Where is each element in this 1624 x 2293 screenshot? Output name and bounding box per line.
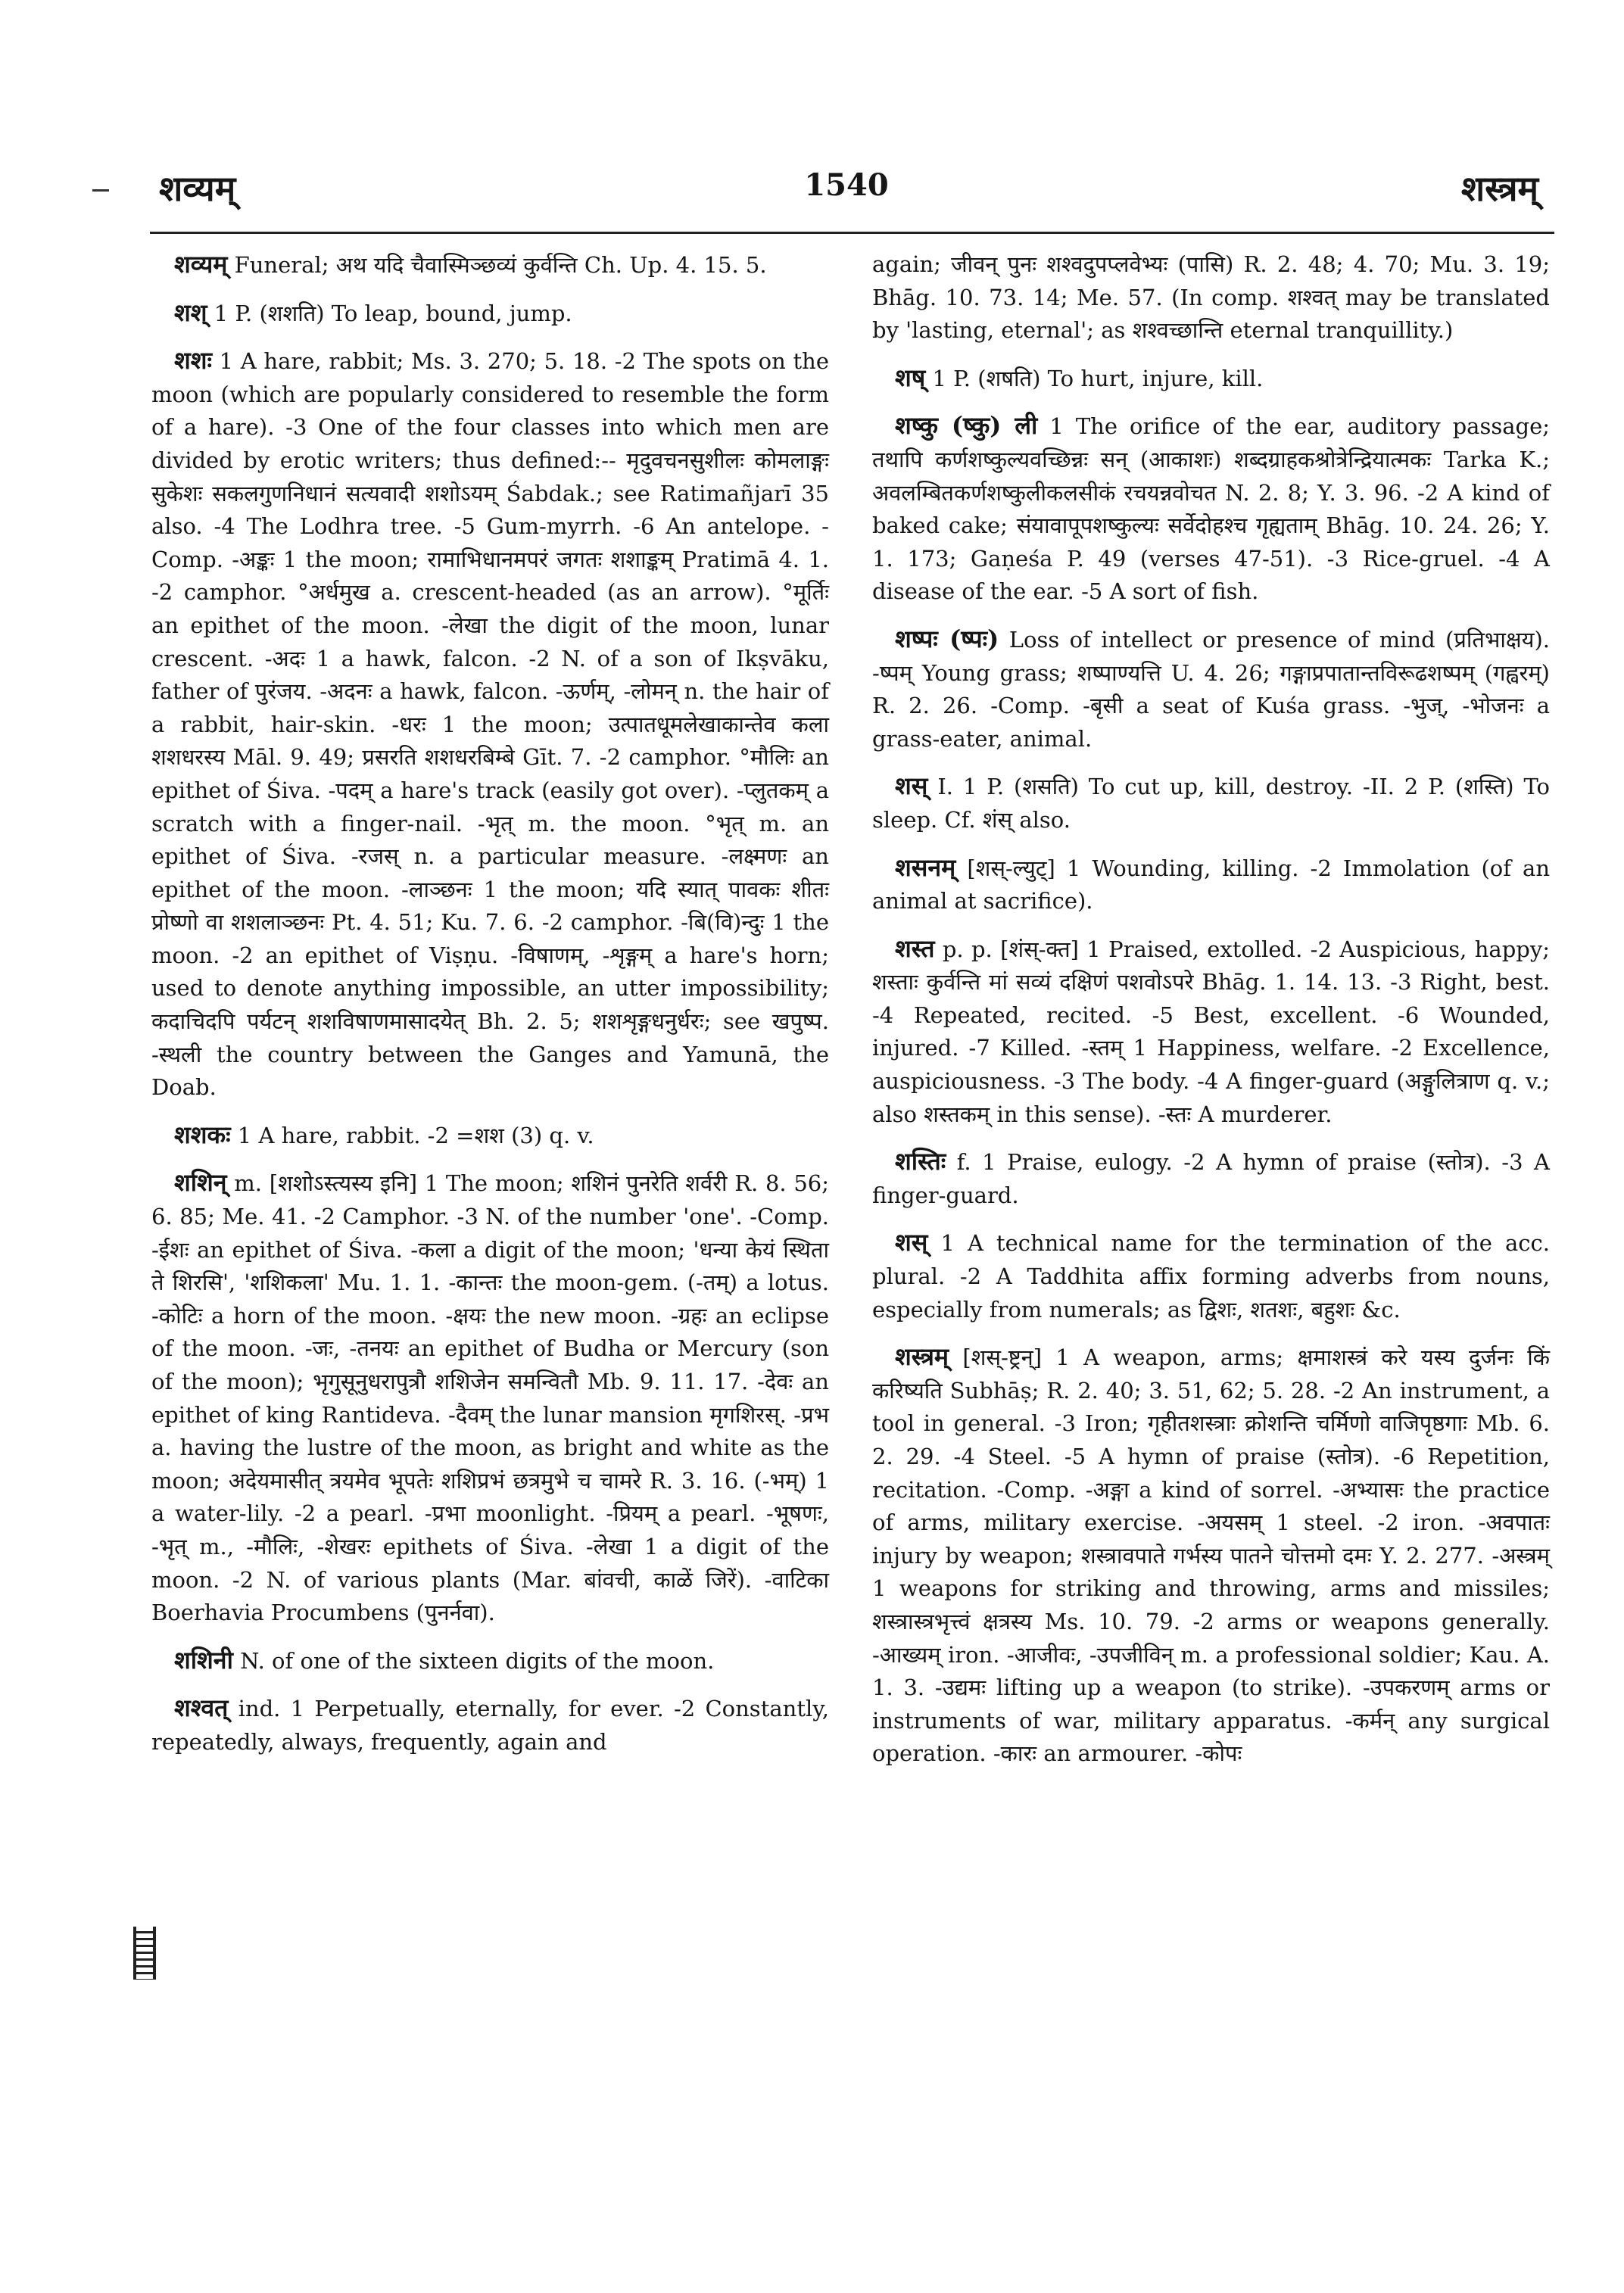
entry-headword: शष्कु (ष्कु) ली: [895, 411, 1038, 441]
entry-body: p. p. [शंस्-क्त] 1 Praised, extolled. -2 Auspicious, happy; शस्ताः कुर्वन्ति मां सव्यं दक्षिणं पशवोऽपरे Bhāg. 1. 14. 13. -3 Right, best. -4 Repeated, recited. -5 Best, excellent. -6 Wounded, injured. -7 Killed. -स्तम् 1 Happiness, welfare. -2 Excellence, auspiciousness. -3 The body. -4 A finger-guard (अङ्गुलित्राण q. v.; also शस्तकम् in this sense). -स्तः A murderer.: [872, 936, 1550, 1127]
entry: [872, 852, 1550, 918]
right-column: [872, 248, 1550, 1785]
entry-headword: शशिनी: [174, 1645, 233, 1675]
entry-body: I. 1 P. (शसति) To cut up, kill, destroy. -II. 2 P. (शस्ति) To sleep. Cf. शंस् also.: [872, 774, 1551, 833]
entry-body: m. [शशोऽस्त्यस्य इनि] 1 The moon; शशिनं पुनरेति शर्वरी R. 8. 56; 6. 85; Me. 41. -2 Camphor. -3 N. of the number 'one'. -Comp. -ईशः an epithet of Śiva. -कला a digit of the moon; 'धन्या केयं स्थिता ते शिरसि', 'शशिकला' Mu. 1. 1. -कान्तः the moon-gem. (-तम्) a lotus. -कोटिः a horn of the moon. -क्षयः the new moon. -ग्रहः an eclipse of the moon. -जः, -तनयः an epithet of Budha or Mercury (son of the moon); भृगुसूनुधरापुत्रौ शशिजेन समन्वितौ Mb. 9. 11. 17. -देवः an epithet of king Rantideva. -दैवम् the lunar mansion मृगशिरस्. -प्रभ a. having the lustre of the moon, as bright and white as the moon; अदेयमासीत् त्रयमेव भूपतेः शशिप्रभं छत्रमुभे च चामरे R. 3. 16. (-भम्) 1 a water-lily. -2 a pearl. -प्रभा moonlight. -प्रियम् a pearl. -भूषणः, -भृत् m., -मौलिः, -शेखरः epithets of Śiva. -लेखा 1 a digit of the moon. -2 N. of various plants (Mar. बांवची, काळें जिरें). -वाटिका Boerhavia Procumbens (पुनर्नवा).: [151, 1170, 830, 1626]
entry: [872, 410, 1550, 609]
corner-mark: [92, 189, 109, 192]
entry-headword: शश्वत्: [174, 1693, 229, 1723]
margin-register-mark: [133, 1927, 156, 1980]
entry-headword: शस्त: [895, 933, 935, 963]
entry: [872, 933, 1550, 1132]
entry: [872, 1341, 1550, 1771]
entry-headword: शसनम्: [895, 852, 956, 882]
entry-body: 1 P. (शषति) To hurt, injure, kill.: [932, 365, 1264, 391]
entry: [151, 248, 829, 282]
entry-headword: शशिन्: [174, 1168, 227, 1198]
entry-body: 1 A hare, rabbit; Ms. 3. 270; 5. 18. -2 The spots on the moon (which are popularly considered to resemble the form of a hare). -3 One of the four classes into which men are divided by erotic writers; thus defined:-- मृदुवचनसुशीलः कोमलाङ्गः सुकेशः सकलगुणनिधानं सत्यवादी शशोऽयम् Śabdak.; see Ratimañjarī 35 also. -4 The Lodhra tree. -5 Gum-myrrh. -6 An antelope. -Comp. -अङ्कः 1 the moon; रामाभिधानमपरं जगतः शशाङ्कम् Pratimā 4. 1. -2 camphor. °अर्धमुख a. crescent-headed (as an arrow). °मूर्तिः an epithet of the moon. -लेखा the digit of the moon, lunar crescent. -अदः 1 a hawk, falcon. -2 N. of a son of Ikṣvāku, father of पुरंजय. -अदनः a hawk, falcon. -ऊर्णम्, -लोमन् n. the hair of a rabbit, hair-skin. -धरः 1 the moon; उत्पातधूमलेखाकान्तेव कला शशधरस्य Māl. 9. 49; प्रसरति शशधरबिम्बे Gīt. 7. -2 camphor. °मौलिः an epithet of Śiva. -पदम् a hare's track (easily got over). -प्लुतकम् a scratch with a finger-nail. -भृत् m. the moon. °भृत् m. an epithet of Śiva. -रजस् n. a particular measure. -लक्ष्मणः an epithet of the moon. -लाञ्छनः 1 the moon; यदि स्यात् पावकः शीतः प्रोष्णो वा शशलाञ्छनः Pt. 4. 51; Ku. 7. 6. -2 camphor. -बि(वि)न्दुः 1 the moon. -2 an epithet of Viṣṇu. -विषाणम्, -शृङ्गम् a hare's horn; used to denote anything impossible, an utter impossibility; कदाचिदपि पर्यटन् शशविषाणमासादयेत् Bh. 2. 5; शशशृङ्गधनुर्धरः; see खपुष्प. -स्थली the country between the Ganges and Yamunā, the Doab.: [151, 348, 829, 1101]
page-number: 1540: [804, 167, 889, 203]
entry-headword: शशः: [174, 346, 212, 375]
entry: [872, 623, 1550, 756]
running-header: [150, 155, 1543, 216]
left-running-headword: शव्यम्: [159, 168, 236, 209]
entry-body: ind. 1 Perpetually, eternally, for ever. -2 Constantly, repeatedly, always, frequently, again and: [151, 1696, 829, 1755]
entry-headword: शस्: [895, 1228, 928, 1257]
entry-body: N. of one of the sixteen digits of the moon.: [240, 1647, 715, 1674]
entry: [151, 297, 829, 331]
entry: [151, 1644, 829, 1678]
entry: [872, 362, 1550, 396]
entry: [151, 1119, 829, 1153]
entry-continuation: [872, 248, 1550, 347]
entry-body: Funeral; अथ यदि चैवास्मिञ्छव्यं कुर्वन्ति Ch. Up. 4. 15. 5.: [234, 252, 767, 278]
header-rule: [150, 232, 1554, 234]
entry-body: f. 1 Praise, eulogy. -2 A hymn of praise (स्तोत्र). -3 A finger-guard.: [872, 1149, 1551, 1208]
entry: [151, 344, 829, 1104]
entry-body: 1 The orifice of the ear, auditory passage; तथापि कर्णशष्कुल्यवच्छिन्नः सन् (आकाशः) शब्दग्राहकश्रोत्रेन्द्रियात्मकः Tarka K.; अवलम्बितकर्णशष्कुलीकलसीकं रचयन्नवोचत N. 2. 8; Y. 3. 96. -2 A kind of baked cake; संयावापूपशष्कुल्यः सर्वेदोहश्च गृह्यताम् Bhāg. 10. 24. 26; Y. 1. 173; Gaṇeśa P. 49 (verses 47-51). -3 Rice-gruel. -4 A disease of the ear. -5 A sort of fish.: [872, 413, 1551, 605]
entry-headword: शस्तिः: [895, 1147, 946, 1176]
entry: [151, 1692, 829, 1759]
entry-body: [शस्-ल्युट्] 1 Wounding, killing. -2 Immolation (of an animal at sacrifice).: [872, 855, 1550, 914]
entry-headword: शष्: [895, 363, 926, 392]
entry: [151, 1167, 829, 1629]
entry: [872, 770, 1550, 837]
right-running-headword: शस्त्रम्: [1460, 168, 1538, 209]
entry-headword: शश्: [174, 298, 207, 327]
entry-headword: शस्: [895, 771, 928, 801]
entry-body: [शस्-ष्ट्रन्] 1 A weapon, arms; क्षमाशस्त्रं करे यस्य दुर्जनः किं करिष्यति Subhāṣ; R. 2. 40; 3. 51, 62; 5. 28. -2 An instrument, a tool in general. -3 Iron; गृहीतशस्त्राः क्रोशन्ति चर्मिणो वाजिपृष्ठगाः Mb. 6. 2. 29. -4 Steel. -5 A hymn of praise (स्तोत्र). -6 Repetition, recitation. -Comp. -अङ्गा a kind of sorrel. -अभ्यासः the practice of arms, military exercise. -अयसम् 1 steel. -2 iron. -अवपातः injury by weapon; शस्त्रावपाते गर्भस्य पातने चोत्तमो दमः Y. 2. 277. -अस्त्रम् 1 weapons for striking and throwing, arms and missiles; शस्त्रास्त्रभृत्त्वं क्षत्रस्य Ms. 10. 79. -2 arms or weapons generally. -आख्यम् iron. -आजीवः, -उपजीविन् m. a professional soldier; Kau. A. 1. 3. -उद्यमः lifting up a weapon (to strike). -उपकरणम् arms or instruments of war, military apparatus. -कर्मन् any surgical operation. -कारः an armourer. -कोपः: [872, 1344, 1551, 1767]
entry-body: 1 A technical name for the termination of the acc. plural. -2 A Taddhita affix forming adverbs from nouns, especially from numerals; as द्विशः, शतशः, बहुशः &c.: [872, 1230, 1550, 1323]
entry-body: 1 A hare, rabbit. -2 =शश (3) q. v.: [237, 1122, 594, 1148]
entry-headword: शव्यम्: [174, 250, 228, 279]
entry-body: 1 P. (शशति) To leap, bound, jump.: [214, 300, 572, 326]
entry: [872, 1145, 1550, 1212]
entry-headword: शशकः: [174, 1120, 231, 1149]
entry-headword: शस्त्रम्: [895, 1342, 949, 1372]
entry-body: again; जीवन् पुनः शश्वदुपप्लवेभ्यः (पासि) R. 2. 48; 4. 70; Mu. 3. 19; Bhāg. 10. 73. 14; Me. 57. (In comp. शश्वत् may be translated by 'lasting, eternal'; as शश्वच्छान्ति eternal tranquillity.): [872, 251, 1550, 344]
entry-headword: शष्पः (ष्पः): [895, 624, 999, 653]
left-column: [151, 248, 829, 1774]
entry-body: Loss of intellect or presence of mind (प्रतिभाक्षय). -ष्पम् Young grass; शष्पाण्यत्ति U. 4. 26; गङ्गाप्रपातान्तविरूढशष्पम् (गह्वरम्) R. 2. 26. -Comp. -बृसी a seat of Kuśa grass. -भुज्, -भोजनः a grass-eater, animal.: [872, 626, 1550, 752]
entry: [872, 1226, 1550, 1326]
